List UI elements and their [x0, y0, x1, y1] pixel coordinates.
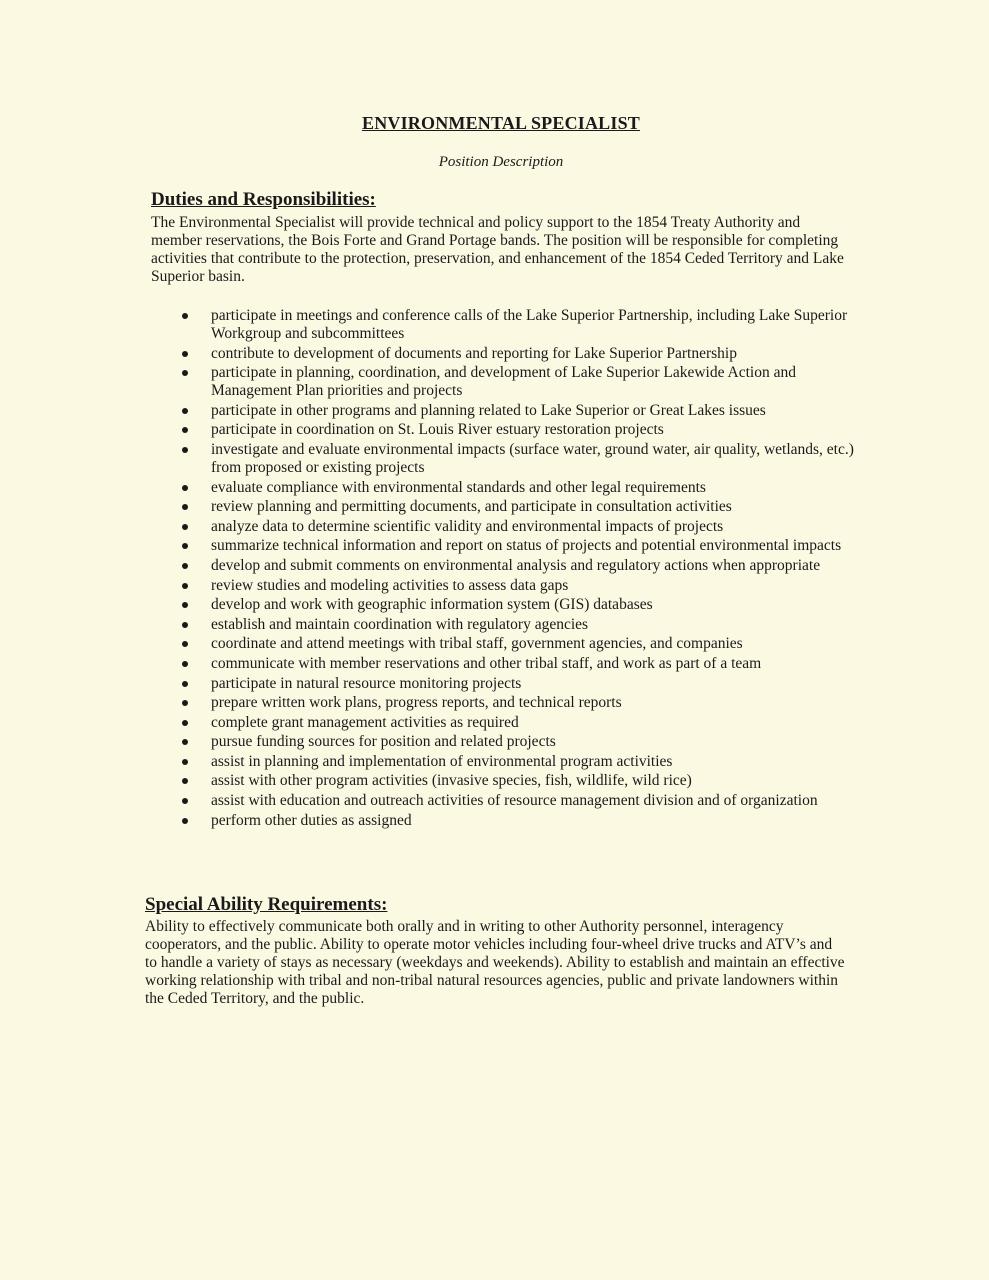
list-item	[180, 307, 860, 343]
special-requirements-paragraph: Ability to effectively communicate both orally and in writing to other Authority personnel, interagency cooperators, and the public. Ability to operate motor vehicles including four-wheel drive trucks and ATV’s and to handle a variety of stays as necessary (weekdays and weekends). Ability to establish and maintain an effective working relationship with tribal and non-tribal natural resources agencies, public and private landowners within the Ceded Territory, and the public.	[145, 918, 845, 1007]
bullet-icon	[182, 427, 188, 433]
bullet-icon	[182, 720, 188, 726]
list-item-text: participate in coordination on St. Louis River estuary restoration projects	[211, 421, 664, 439]
list-item	[180, 772, 860, 790]
list-item-text: review studies and modeling activities to assess data gaps	[211, 576, 569, 594]
list-item	[180, 812, 860, 830]
list-item-text: participate in natural resource monitoring projects	[211, 674, 522, 692]
list-item	[180, 675, 860, 693]
list-item	[180, 753, 860, 771]
list-item	[180, 792, 860, 810]
list-item-text: assist in planning and implementation of environmental program activities	[211, 752, 673, 770]
list-item	[180, 635, 860, 653]
list-item-text: investigate and evaluate environmental impacts (surface water, ground water, air quality, wetlands, etc.) from proposed or existing projects	[211, 440, 854, 476]
duties-list	[180, 307, 860, 831]
bullet-icon	[182, 351, 188, 357]
document-title: ENVIRONMENTAL SPECIALIST	[361, 113, 641, 133]
list-item	[180, 402, 860, 420]
list-item	[180, 577, 860, 595]
list-item-text: develop and work with geographic information system (GIS) databases	[211, 596, 653, 614]
bullet-icon	[182, 543, 188, 549]
duties-paragraph: The Environmental Specialist will provide technical and policy support to the 1854 Treaty Authority and member reservations, the Bois Forte and Grand Portage bands. The position will be responsible for completing activities that contribute to the protection, preservation, and enhancement of the 1854 Ceded Territory and Lake Superior basin.	[151, 214, 844, 285]
list-item	[180, 441, 860, 477]
list-item	[180, 733, 860, 751]
list-item-text: develop and submit comments on environmental analysis and regulatory actions when appropriate	[211, 556, 821, 574]
list-item-text: assist with other program activities (invasive species, fish, wildlife, wild rice)	[211, 772, 692, 790]
list-item	[180, 479, 860, 497]
bullet-icon	[182, 563, 188, 569]
list-item	[180, 655, 860, 673]
bullet-icon	[182, 759, 188, 765]
bullet-icon	[182, 700, 188, 706]
bullet-icon	[182, 447, 188, 453]
list-item	[180, 537, 860, 555]
bullet-icon	[182, 504, 188, 510]
bullet-icon	[182, 408, 188, 414]
list-item-text: analyze data to determine scientific validity and environmental impacts of projects	[211, 517, 724, 535]
list-item-text: perform other duties as assigned	[211, 811, 412, 829]
list-item-text: participate in meetings and conference calls of the Lake Superior Partnership, including Lake Superior Workgroup and subcommittees	[211, 307, 848, 342]
bullet-icon	[182, 641, 188, 647]
list-item	[180, 345, 860, 363]
list-item-text: coordinate and attend meetings with tribal staff, government agencies, and companies	[211, 635, 743, 653]
bullet-icon	[182, 524, 188, 530]
bullet-icon	[182, 818, 188, 824]
list-item	[180, 518, 860, 536]
list-item	[180, 694, 860, 712]
special-requirements-heading: Special Ability Requirements:	[145, 894, 388, 915]
list-item-text: participate in planning, coordination, and development of Lake Superior Lakewide Action and Management Plan priorities and projects	[211, 364, 796, 400]
bullet-icon	[182, 602, 188, 608]
bullet-icon	[182, 661, 188, 667]
list-item-text: participate in other programs and planning related to Lake Superior or Great Lakes issues	[211, 401, 766, 419]
list-item-text: review planning and permitting documents, and participate in consultation activities	[211, 498, 732, 516]
bullet-icon	[182, 583, 188, 589]
bullet-icon	[182, 681, 188, 687]
bullet-icon	[182, 313, 188, 319]
list-item-text: contribute to development of documents and reporting for Lake Superior Partnership	[211, 344, 737, 362]
list-item-text: evaluate compliance with environmental standards and other legal requirements	[211, 478, 706, 496]
bullet-icon	[182, 622, 188, 628]
list-item	[180, 714, 860, 732]
bullet-icon	[182, 778, 188, 784]
list-item	[180, 364, 860, 400]
list-item-text: communicate with member reservations and other tribal staff, and work as part of a team	[211, 654, 762, 672]
document-subtitle: Position Description	[438, 154, 564, 170]
list-item	[180, 498, 860, 516]
list-item	[180, 421, 860, 439]
list-item-text: summarize technical information and report on status of projects and potential environmental impacts	[211, 537, 842, 555]
list-item	[180, 616, 860, 634]
list-item-text: prepare written work plans, progress reports, and technical reports	[211, 694, 622, 712]
bullet-icon	[182, 798, 188, 804]
bullet-icon	[182, 485, 188, 491]
duties-heading: Duties and Responsibilities:	[151, 189, 376, 210]
list-item	[180, 596, 860, 614]
list-item-text: establish and maintain coordination with regulatory agencies	[211, 615, 589, 633]
list-item-text: pursue funding sources for position and related projects	[211, 733, 556, 751]
list-item-text: assist with education and outreach activities of resource management division and of organization	[211, 792, 818, 810]
bullet-icon	[182, 370, 188, 376]
list-item	[180, 557, 860, 575]
list-item-text: complete grant management activities as required	[211, 713, 519, 731]
bullet-icon	[182, 739, 188, 745]
